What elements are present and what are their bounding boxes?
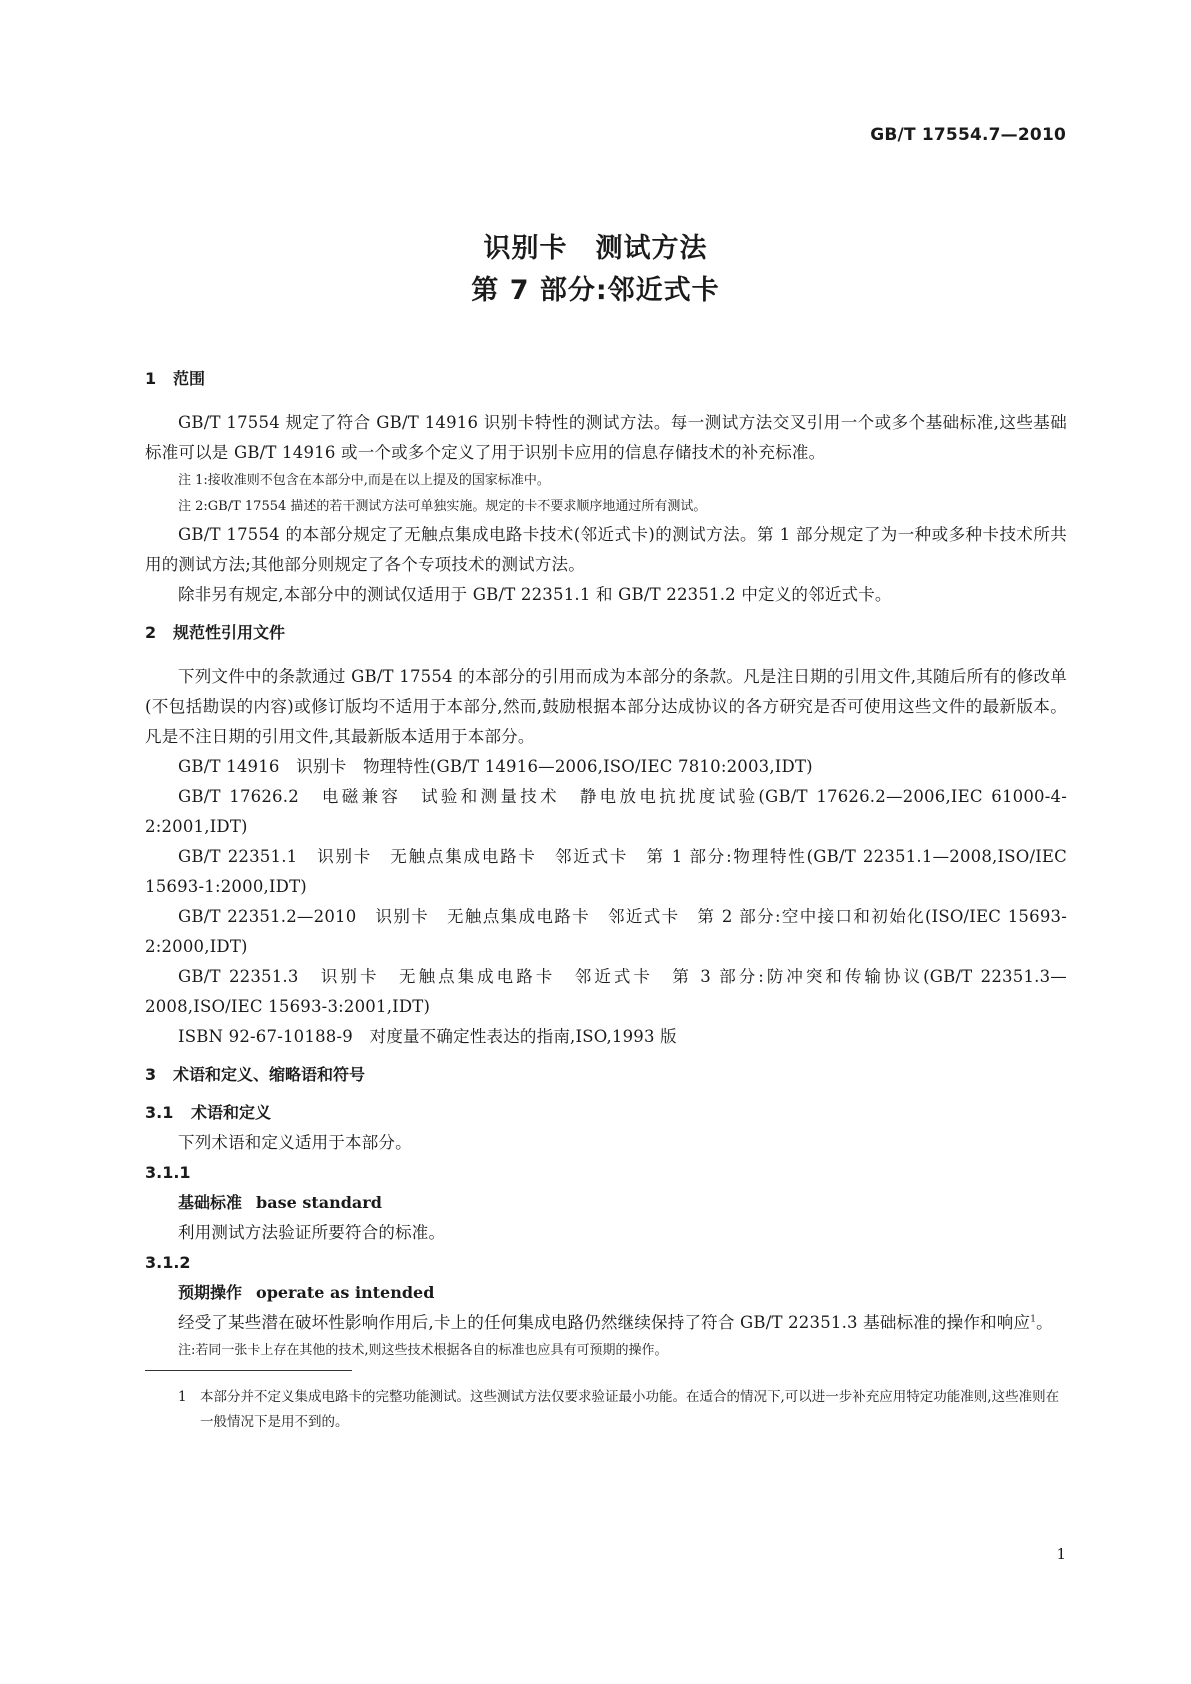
definition-end: 。 [1036,1313,1053,1332]
footnote-number: 1 [178,1389,187,1405]
term-english: operate as intended [256,1283,435,1302]
section-3-1-heading [145,1098,1067,1128]
footnote-reference: 1 [1030,1314,1037,1325]
footnote-text: 本部分并不定义集成电路卡的完整功能测试。这些测试方法仅要求验证最小功能。在适合的情况下,可以进一步补充应用特定功能准则,这些准则在一般情况下是用不到的。 [200,1389,1060,1430]
clause-3-1-2-number: 3.1.2 [145,1253,191,1272]
scope-paragraph-2: GB/T 17554 的本部分规定了无触点集成电路卡技术(邻近式卡)的测试方法。第 1 部分规定了为一种或多种卡技术所共用的测试方法;其他部分则规定了各个专项技术的测试方法。 [145,525,1067,574]
reference-item: GB/T 22351.3 识别卡 无触点集成电路卡 邻近式卡 第 3 部分:防冲突和传输协议(GB/T 22351.3—2008,ISO/IEC 15693-3:2001,IDT) [145,967,1067,1016]
reference-item: GB/T 14916 识别卡 物理特性(GB/T 14916—2006,ISO/IEC 7810:2003,IDT) [178,757,813,776]
scope-paragraph-1: GB/T 17554 规定了符合 GB/T 14916 识别卡特性的测试方法。每一测试方法交叉引用一个或多个基础标准,这些基础标准可以是 GB/T 14916 或一个或多个定义了用于识别卡应用的信息存储技术的补充标准。 [145,413,1067,462]
scope-note-1: 注 1:接收准则不包含在本部分中,而是在以上提及的国家标准中。 [178,473,550,488]
standard-code: GB/T 17554.7—2010 [870,125,1066,145]
terms-intro: 下列术语和定义适用于本部分。 [178,1133,412,1152]
page-number: 1 [1056,1545,1066,1563]
term-chinese: 预期操作 [178,1283,243,1302]
definition-text: 经受了某些潜在破坏性影响作用后,卡上的任何集成电路仍然继续保持了符合 GB/T 22351.3 基础标准的操作和响应 [178,1313,1031,1332]
section-3-heading [145,1060,1067,1090]
document-title [0,228,1191,312]
term-base-standard [178,1188,1067,1218]
reference-item: GB/T 17626.2 电磁兼容 试验和测量技术 静电放电抗扰度试验(GB/T 17626.2—2006,IEC 61000-4-2:2001,IDT) [145,787,1067,836]
title-line-1: 识别卡 测试方法 [483,233,708,264]
section-title: 范围 [173,369,206,388]
reference-item: GB/T 22351.1 识别卡 无触点集成电路卡 邻近式卡 第 1 部分:物理特性(GB/T 22351.1—2008,ISO/IEC 15693-1:2000,IDT) [145,847,1067,896]
footnote-divider [145,1370,352,1371]
document-body [145,364,1067,1435]
section-title: 规范性引用文件 [173,623,286,642]
term-english: base standard [256,1193,382,1212]
term-note: 注:若同一张卡上存在其他的技术,则这些技术根据各自的标准也应具有可预期的操作。 [178,1343,668,1358]
section-number: 2 [145,623,157,642]
section-title: 术语和定义 [191,1103,272,1122]
reference-item: ISBN 92-67-10188-9 对度量不确定性表达的指南,ISO,1993 版 [178,1027,677,1046]
term-chinese: 基础标准 [178,1193,243,1212]
section-2-heading [145,618,1067,648]
section-number: 1 [145,369,157,388]
term-definition [145,1308,1067,1338]
section-number: 3 [145,1065,157,1084]
section-number: 3.1 [145,1103,174,1122]
clause-3-1-1-number: 3.1.1 [145,1163,191,1182]
title-line-2: 第 7 部分:邻近式卡 [471,275,720,306]
references-intro: 下列文件中的条款通过 GB/T 17554 的本部分的引用而成为本部分的条款。凡是注日期的引用文件,其随后所有的修改单(不包括勘误的内容)或修订版均不适用于本部分,然而,鼓励根据本部分达成协议的各方研究是否可使用这些文件的最新版本。凡是不注日期的引用文件,其最新版本适用于本部分。 [145,667,1067,746]
scope-paragraph-3: 除非另有规定,本部分中的测试仅适用于 GB/T 22351.1 和 GB/T 22351.2 中定义的邻近式卡。 [178,585,892,604]
reference-item: GB/T 22351.2—2010 识别卡 无触点集成电路卡 邻近式卡 第 2 部分:空中接口和初始化(ISO/IEC 15693-2:2000,IDT) [145,907,1067,956]
footnote [145,1385,1067,1435]
section-title: 术语和定义、缩略语和符号 [173,1065,366,1084]
scope-note-2: 注 2:GB/T 17554 描述的若干测试方法可单独实施。规定的卡不要求顺序地通过所有测试。 [178,499,707,514]
term-definition: 利用测试方法验证所要符合的标准。 [178,1223,446,1242]
section-1-heading [145,364,1067,394]
term-operate-as-intended [178,1278,1067,1308]
